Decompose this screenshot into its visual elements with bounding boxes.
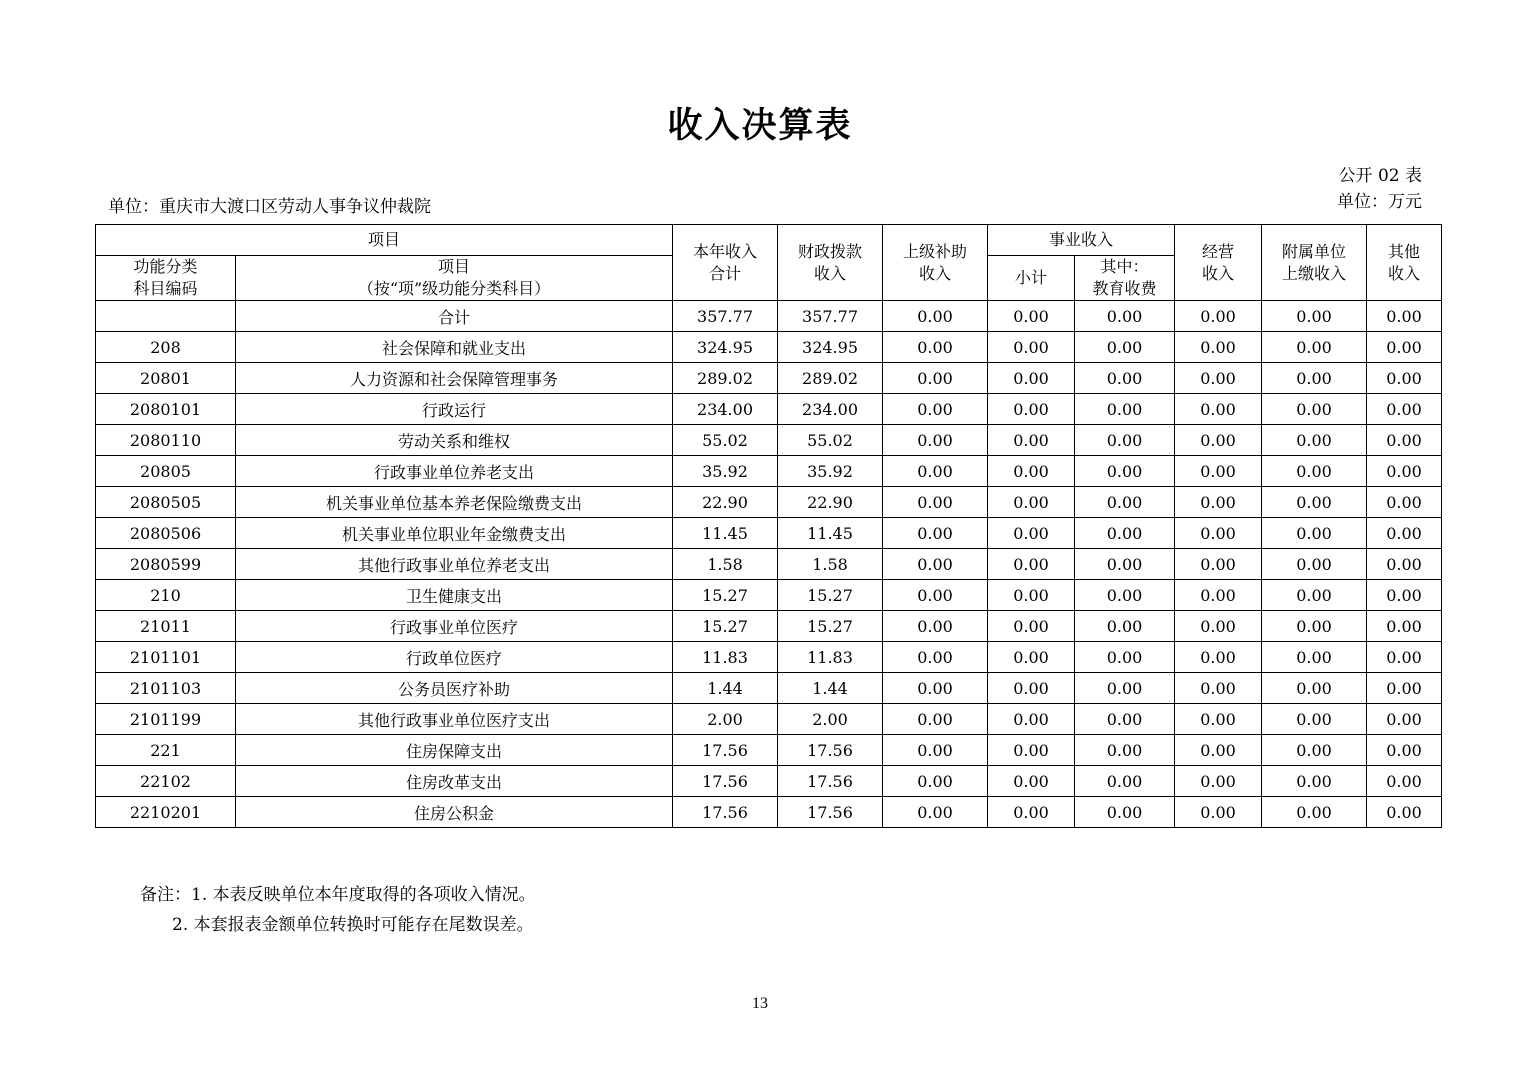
cell-value: 0.00	[1175, 332, 1262, 363]
page-number: 13	[752, 995, 768, 1012]
header-fiscal-appropriation	[778, 225, 883, 301]
header-edu-line2: 教育收费	[1092, 279, 1157, 298]
cell-value: 0.00	[1075, 301, 1175, 332]
cell-value: 0.00	[1367, 456, 1442, 487]
cell-value: 0.00	[883, 332, 988, 363]
cell-value: 0.00	[883, 611, 988, 642]
table-row	[96, 642, 1442, 673]
cell-value: 0.00	[1367, 735, 1442, 766]
cell-function-code: 21011	[96, 611, 236, 642]
cell-value: 0.00	[988, 394, 1075, 425]
cell-function-code: 20801	[96, 363, 236, 394]
cell-function-code: 2210201	[96, 797, 236, 828]
cell-value: 0.00	[988, 301, 1075, 332]
cell-item-name: 卫生健康支出	[236, 580, 673, 611]
cell-value: 0.00	[1075, 487, 1175, 518]
header-superior-line1: 上级补助	[903, 241, 968, 261]
cell-function-code: 210	[96, 580, 236, 611]
table-row	[96, 797, 1442, 828]
cell-value: 0.00	[1175, 518, 1262, 549]
header-fiscal-line1: 财政拨款	[798, 241, 863, 261]
cell-value: 0.00	[1367, 394, 1442, 425]
cell-value: 0.00	[1075, 797, 1175, 828]
cell-value: 0.00	[988, 797, 1075, 828]
table-row	[96, 704, 1442, 735]
cell-value: 0.00	[988, 518, 1075, 549]
cell-value: 289.02	[778, 363, 883, 394]
cell-value: 0.00	[988, 580, 1075, 611]
table-row	[96, 301, 1442, 332]
cell-value: 0.00	[1175, 301, 1262, 332]
header-operating-line1: 经营	[1202, 241, 1235, 261]
cell-value: 1.58	[673, 549, 778, 580]
cell-value: 0.00	[883, 456, 988, 487]
cell-item-name: 住房保障支出	[236, 735, 673, 766]
cell-value: 22.90	[778, 487, 883, 518]
cell-value: 0.00	[1175, 611, 1262, 642]
income-final-accounts-table	[95, 224, 1442, 828]
cell-function-code: 2080101	[96, 394, 236, 425]
cell-value: 234.00	[778, 394, 883, 425]
cell-item-name: 公务员医疗补助	[236, 673, 673, 704]
cell-value: 0.00	[883, 425, 988, 456]
cell-value: 0.00	[1075, 611, 1175, 642]
cell-value: 35.92	[778, 456, 883, 487]
cell-value: 0.00	[1262, 580, 1367, 611]
cell-value: 0.00	[1262, 673, 1367, 704]
table-row	[96, 456, 1442, 487]
cell-value: 1.44	[778, 673, 883, 704]
header-total-income-line1: 本年收入	[693, 241, 758, 261]
form-meta	[1337, 163, 1422, 215]
cell-value: 0.00	[1075, 735, 1175, 766]
cell-value: 0.00	[1075, 642, 1175, 673]
cell-value: 0.00	[883, 642, 988, 673]
header-operating-line2: 收入	[1202, 263, 1235, 283]
cell-value: 0.00	[988, 425, 1075, 456]
cell-function-code: 2101103	[96, 673, 236, 704]
cell-value: 0.00	[1175, 735, 1262, 766]
cell-value: 0.00	[988, 766, 1075, 797]
cell-value: 17.56	[778, 735, 883, 766]
cell-value: 55.02	[778, 425, 883, 456]
cell-item-name: 机关事业单位职业年金缴费支出	[236, 518, 673, 549]
cell-value: 0.00	[1262, 611, 1367, 642]
cell-value: 0.00	[1367, 363, 1442, 394]
cell-value: 0.00	[1075, 425, 1175, 456]
header-fiscal-line2: 收入	[814, 263, 847, 283]
cell-item-name: 人力资源和社会保障管理事务	[236, 363, 673, 394]
cell-value: 0.00	[883, 487, 988, 518]
cell-item-name: 机关事业单位基本养老保险缴费支出	[236, 487, 673, 518]
cell-function-code: 22102	[96, 766, 236, 797]
cell-value: 0.00	[883, 580, 988, 611]
cell-value: 0.00	[988, 704, 1075, 735]
table-row	[96, 580, 1442, 611]
cell-value: 0.00	[1262, 735, 1367, 766]
header-affiliated-income	[1262, 225, 1367, 301]
cell-value: 0.00	[1075, 549, 1175, 580]
cell-function-code: 20805	[96, 456, 236, 487]
cell-item-name: 行政事业单位养老支出	[236, 456, 673, 487]
cell-value: 17.56	[673, 766, 778, 797]
header-other-line1: 其他	[1388, 241, 1421, 261]
table-row	[96, 673, 1442, 704]
note-line-1: 备注：1. 本表反映单位本年度取得的各项收入情况。	[140, 885, 536, 905]
money-unit: 单位：万元	[1337, 192, 1422, 212]
cell-value: 0.00	[1367, 673, 1442, 704]
header-other-income	[1367, 225, 1442, 301]
cell-value: 0.00	[1367, 332, 1442, 363]
cell-value: 0.00	[1175, 363, 1262, 394]
cell-value: 0.00	[1075, 456, 1175, 487]
cell-value: 0.00	[1262, 642, 1367, 673]
note-line-2: 2. 本套报表金额单位转换时可能存在尾数误差。	[172, 915, 534, 935]
cell-value: 0.00	[1367, 766, 1442, 797]
table-row	[96, 487, 1442, 518]
cell-item-name: 劳动关系和维权	[236, 425, 673, 456]
cell-value: 17.56	[673, 797, 778, 828]
cell-item-name: 其他行政事业单位医疗支出	[236, 704, 673, 735]
header-affiliated-line2: 上缴收入	[1282, 263, 1347, 283]
cell-item-name: 合计	[236, 301, 673, 332]
cell-value: 0.00	[1075, 394, 1175, 425]
cell-value: 0.00	[1175, 425, 1262, 456]
cell-value: 0.00	[1175, 456, 1262, 487]
cell-value: 0.00	[883, 766, 988, 797]
cell-value: 0.00	[1175, 766, 1262, 797]
cell-value: 11.45	[673, 518, 778, 549]
cell-value: 22.90	[673, 487, 778, 518]
cell-value: 15.27	[778, 580, 883, 611]
header-item-line1: 项目	[438, 257, 471, 276]
cell-value: 0.00	[1262, 301, 1367, 332]
cell-value: 0.00	[1262, 456, 1367, 487]
cell-value: 17.56	[778, 766, 883, 797]
cell-value: 15.27	[673, 611, 778, 642]
cell-value: 55.02	[673, 425, 778, 456]
cell-value: 0.00	[988, 363, 1075, 394]
cell-value: 0.00	[988, 673, 1075, 704]
cell-function-code: 2080506	[96, 518, 236, 549]
cell-value: 0.00	[883, 549, 988, 580]
cell-function-code: 2080599	[96, 549, 236, 580]
cell-value: 0.00	[883, 394, 988, 425]
cell-value: 324.95	[673, 332, 778, 363]
cell-value: 0.00	[1367, 611, 1442, 642]
cell-value: 0.00	[1175, 704, 1262, 735]
page-title: 收入决算表	[667, 105, 853, 146]
header-edu-line1: 其中：	[1100, 257, 1149, 276]
cell-value: 0.00	[988, 456, 1075, 487]
cell-value: 0.00	[1175, 797, 1262, 828]
header-operating-income	[1175, 225, 1262, 301]
table-row	[96, 425, 1442, 456]
cell-item-name: 行政运行	[236, 394, 673, 425]
header-total-income	[673, 225, 778, 301]
cell-value: 0.00	[883, 797, 988, 828]
cell-value: 1.44	[673, 673, 778, 704]
table-row	[96, 766, 1442, 797]
form-number: 公开 02 表	[1338, 166, 1422, 186]
cell-value: 0.00	[1262, 549, 1367, 580]
table-row	[96, 363, 1442, 394]
table-row	[96, 611, 1442, 642]
cell-value: 15.27	[778, 611, 883, 642]
cell-value: 0.00	[1262, 797, 1367, 828]
cell-value: 1.58	[778, 549, 883, 580]
table-row	[96, 332, 1442, 363]
cell-function-code: 2080505	[96, 487, 236, 518]
cell-function-code: 2101101	[96, 642, 236, 673]
cell-value: 17.56	[673, 735, 778, 766]
cell-value: 15.27	[673, 580, 778, 611]
cell-value: 0.00	[883, 363, 988, 394]
cell-value: 0.00	[1075, 673, 1175, 704]
cell-function-code	[96, 301, 236, 332]
cell-value: 0.00	[1367, 425, 1442, 456]
header-business-subtotal: 小计	[988, 256, 1075, 301]
table-row	[96, 549, 1442, 580]
table-row	[96, 518, 1442, 549]
notes	[140, 880, 536, 940]
cell-value: 0.00	[1075, 518, 1175, 549]
cell-value: 0.00	[1367, 704, 1442, 735]
cell-value: 0.00	[1075, 363, 1175, 394]
cell-value: 0.00	[1262, 363, 1367, 394]
cell-value: 0.00	[988, 549, 1075, 580]
table-body	[96, 301, 1442, 828]
table-row	[96, 735, 1442, 766]
cell-value: 35.92	[673, 456, 778, 487]
cell-function-code: 208	[96, 332, 236, 363]
header-affiliated-line1: 附属单位	[1282, 241, 1347, 261]
cell-value: 357.77	[778, 301, 883, 332]
cell-value: 0.00	[1262, 332, 1367, 363]
cell-value: 0.00	[883, 735, 988, 766]
cell-value: 0.00	[1175, 673, 1262, 704]
cell-value: 0.00	[1367, 301, 1442, 332]
cell-value: 0.00	[1262, 704, 1367, 735]
cell-item-name: 住房改革支出	[236, 766, 673, 797]
cell-value: 0.00	[1367, 487, 1442, 518]
cell-item-name: 行政事业单位医疗	[236, 611, 673, 642]
cell-value: 0.00	[1075, 704, 1175, 735]
cell-item-name: 住房公积金	[236, 797, 673, 828]
cell-value: 0.00	[1262, 518, 1367, 549]
cell-value: 2.00	[673, 704, 778, 735]
cell-value: 17.56	[778, 797, 883, 828]
cell-value: 0.00	[1262, 425, 1367, 456]
cell-value: 0.00	[1367, 797, 1442, 828]
cell-value: 0.00	[1075, 580, 1175, 611]
cell-value: 0.00	[988, 332, 1075, 363]
cell-value: 0.00	[883, 301, 988, 332]
cell-item-name: 其他行政事业单位养老支出	[236, 549, 673, 580]
header-function-code	[96, 256, 236, 301]
cell-value: 0.00	[1075, 332, 1175, 363]
header-business-income-group: 事业收入	[988, 225, 1175, 256]
cell-value: 0.00	[1367, 580, 1442, 611]
cell-value: 0.00	[1175, 487, 1262, 518]
cell-value: 0.00	[988, 642, 1075, 673]
cell-value: 11.45	[778, 518, 883, 549]
header-code-line2: 科目编码	[133, 279, 198, 298]
cell-item-name: 行政单位医疗	[236, 642, 673, 673]
cell-value: 0.00	[1175, 549, 1262, 580]
cell-value: 11.83	[673, 642, 778, 673]
cell-value: 0.00	[988, 487, 1075, 518]
header-superior-subsidy	[883, 225, 988, 301]
cell-item-name: 社会保障和就业支出	[236, 332, 673, 363]
unit-name: 单位：重庆市大渡口区劳动人事争议仲裁院	[108, 197, 431, 217]
cell-value: 0.00	[1175, 580, 1262, 611]
header-total-income-line2: 合计	[709, 263, 742, 283]
header-item-name	[236, 256, 673, 301]
cell-function-code: 2080110	[96, 425, 236, 456]
cell-function-code: 2101199	[96, 704, 236, 735]
header-other-line2: 收入	[1388, 263, 1421, 283]
cell-value: 0.00	[1367, 518, 1442, 549]
cell-function-code: 221	[96, 735, 236, 766]
header-item-line2: （按“项”级功能分类科目）	[357, 279, 551, 298]
cell-value: 0.00	[883, 673, 988, 704]
cell-value: 0.00	[1262, 394, 1367, 425]
cell-value: 11.83	[778, 642, 883, 673]
cell-value: 0.00	[988, 611, 1075, 642]
header-project-group: 项目	[96, 225, 673, 256]
cell-value: 0.00	[1175, 642, 1262, 673]
cell-value: 0.00	[1367, 642, 1442, 673]
header-education-fee	[1075, 256, 1175, 301]
cell-value: 0.00	[1262, 766, 1367, 797]
cell-value: 289.02	[673, 363, 778, 394]
cell-value: 0.00	[1262, 487, 1367, 518]
table-row	[96, 394, 1442, 425]
cell-value: 0.00	[1367, 549, 1442, 580]
cell-value: 0.00	[883, 704, 988, 735]
cell-value: 0.00	[1075, 766, 1175, 797]
cell-value: 234.00	[673, 394, 778, 425]
cell-value: 0.00	[1175, 394, 1262, 425]
header-code-line1: 功能分类	[133, 257, 198, 276]
header-superior-line2: 收入	[919, 263, 952, 283]
cell-value: 0.00	[883, 518, 988, 549]
cell-value: 0.00	[988, 735, 1075, 766]
cell-value: 2.00	[778, 704, 883, 735]
cell-value: 357.77	[673, 301, 778, 332]
cell-value: 324.95	[778, 332, 883, 363]
